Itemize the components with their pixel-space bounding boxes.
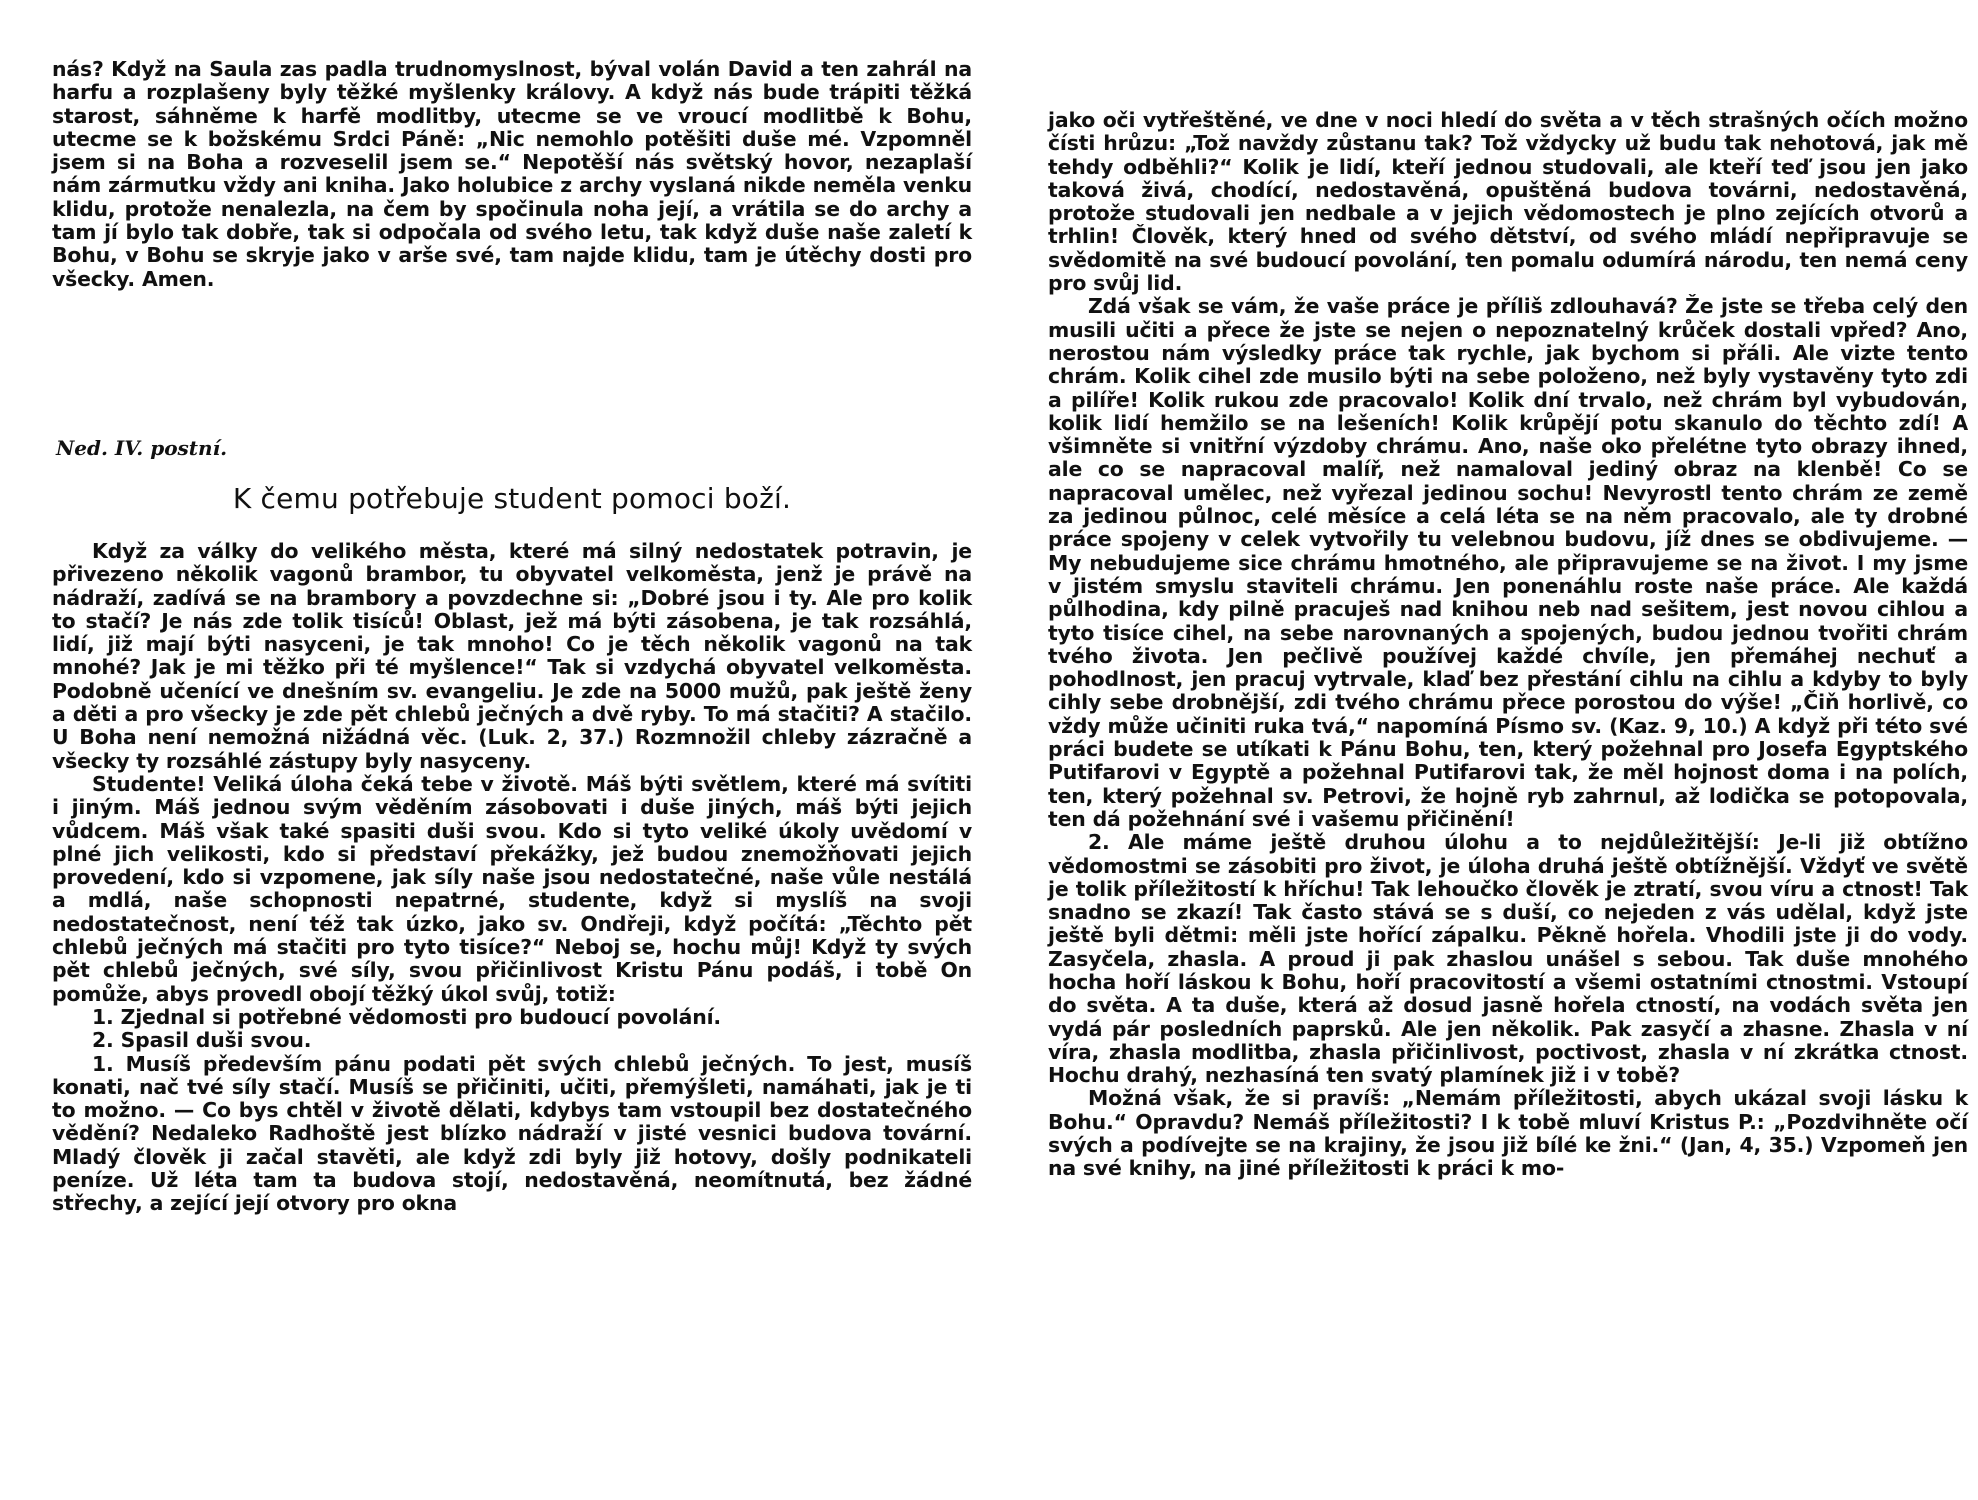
right-paragraph-2: Zdá však se vám, že vaše práce je příliš zdlouhavá? Že jste se třeba celý den musili učiti a přece že jste se nejen o nepoznatelný krůček dostali vpřed? Ano, nerostou nám výsledky práce tak rychle, jak bychom si přáli. Ale vizte tento chrám. Kolik cihel zde musilo býti na sebe položeno, než byly vystavěny tyto zdi a pilíře! Kolik rukou zde pracovalo! Kolik dní trvalo, než chrám byl vybudován, kolik lidí hemžilo se na lešeních! Kolik krůpějí potu skanulo do těchto zdí! A všimněte si vnitřní výzdoby chrámu. Ano, naše oko přelétne tyto obrazy ihned, ale co se napracoval malíř, než namaloval jediný obraz na klenbě! Co se napracoval umělec, než vyřezal jedinou sochu! Nevyrostl tento chrám ze země za jedinou půlnoc, celé měsíce a celá léta se na něm pracovalo, ale ty drobné práce spojeny v celek vytvořily tu velebnou budovu, jíž dnes se obdivujeme. — My nebudujeme sice chrámu hmotného, ale připravujeme se na život. I my jsme v jistém smyslu staviteli chrámu. Jen ponenáhlu roste naše práce. Ale každá půlhodina, kdy pilně pracuješ nad knihou neb nad sešitem, jest novou cihlou a tyto tisíce cihel, na sebe narovnaných a spojených, budou jednou tvořiti chrám tvého života. Jen pečlivě používej každé chvíle, jen přemáhej nechuť a pohodlnost, jen pracuj vytrvale, klaď bez přestání cihlu na cihlu a kdyby to byly cihly sebe drobnější, zdi tvého chrámu přece porostou do výše! „Čiň horlivě, co vždy může učiniti ruka tvá,“ napomíná Písmo sv. (Kaz. 9, 10.) A když při této své práci budete se utíkati k Pánu Bohu, ten, který požehnal pro Josefa Egyptského Putifarovi v Egyptě a požehnal Putifarovi tak, že měl hojnost doma i na polích, ten, který požehnal sv. Petrovi, že hojně ryb zahrnul, až lodička se potopovala, ten dá požehnání své i vašemu přičinění!	[1048, 294, 1968, 831]
list-item-2: 2. Spasil duši svou.	[92, 1028, 312, 1053]
left-paragraph-2: Studente! Veliká úloha čeká tebe v životě. Máš býti světlem, které má svítiti i jiným. Máš jednou svým věděním zásobovati i duše jiných, máš býti jejich vůdcem. Máš však také spasiti duši svou. Kdo si tyto veliké úkoly uvědomí v plné jich velikosti, kdo si představí překážky, jež budou znemožňovati jejich provedení, kdo si vzpomene, jak síly naše jsou nedostatečné, naše vůle nestálá a mdlá, naše schopnosti nepatrné, studente, když si myslíš na svoji nedostatečnost, není též tak úzko, jako sv. Ondřeji, když počítá: „Těchto pět chlebů ječných má stačiti pro tyto tisíce?“ Neboj se, hochu můj! Když ty svých pět chlebů ječných, své síly, svou přičinlivost Kristu Pánu podáš, i tobě On pomůže, abys provedl obojí těžký úkol svůj, totiž:	[52, 771, 972, 1006]
section-label: Ned. IV. postní.	[56, 436, 228, 460]
left-top-paragraph: nás? Když na Saula zas padla trudnomyslnost, býval volán David a ten zahrál na harfu a rozplašeny byly těžké myšlenky královy. A když nás bude trápiti těžká starost, sáhněme k harfě modlitby, utecme se ve vroucí modlitbě k Bohu, utecme se k božskému Srdci Páně: „Nic nemohlo potěšiti duše mé. Vzpomněl jsem si na Boha a rozveselil jsem se.“ Nepotěší nás světský hovor, nezaplaší nám zármutku vždy ani kniha. Jako holubice z archy vyslaná nikde neměla venku klidu, protože nenalezla, na čem by spočinula noha její, a vrátila se do archy a tam jí bylo tak dobře, tak si odpočala od svého letu, tak když duše naše zaletí k Bohu, v Bohu se skryje jako v arše své, tam najde klidu, tam je útěchy dosti pro všecky. Amen.	[52, 57, 972, 291]
left-top-text-block	[52, 58, 972, 291]
right-body-text-block	[1048, 109, 1968, 1181]
section-title: K čemu potřebuje student pomoci boží.	[232, 482, 792, 515]
left-paragraph-1: Když za války do velikého města, které má silný nedostatek potravin, je přivezeno několik vagonů brambor, tu obyvatel velkoměsta, jenž je právě na nádraží, zadívá se na brambory a povzdechne si: „Dobré jsou i ty. Ale pro kolik to stačí? Je nás zde tolik tisíců! Oblast, jež má býti zásobena, je tak rozsáhlá, lidí, již mají býti nasyceni, je tak mnoho! Co je těch několik vagonů na tak mnohé? Jak je mi těžko při té myšlence!“ Tak si vzdychá obyvatel velkoměsta. Podobně učenící ve dnešním sv. evangeliu. Je zde na 5000 mužů, pak ještě ženy a děti a pro všecky je zde pět chlebů ječných a dvě ryby. To má stačiti? A stačilo. U Boha není nemožná nižádná věc. (Luk. 2, 37.) Rozmnožil chleby zázračně a všecky ty rozsáhlé zástupy byly nasyceny.	[52, 539, 972, 773]
right-paragraph-1: jako oči vytřeštěné, ve dne v noci hledí do světa a v těch strašných očích možno čísti hrůzu: „Tož navždy zůstanu tak? Tož vždycky už budu tak nehotová, jak mě tehdy odběhli?“ Kolik je lidí, kteří jednou studovali, ale kteří teď jsou jen jako taková živá, chodící, nedostavěná, opuštěná budova továrni, nedostavěná, protože studovali jen nedbale a v jejich vědomostech je plno zejících otvorů a trhlin! Člověk, který hned od svého dětství, od svého mládí nepřipravuje se svědomitě na své budoucí povolání, ten pomalu odumírá národu, ten nemá ceny pro svůj lid.	[1048, 108, 1968, 296]
right-paragraph-4: Možná však, že si pravíš: „Nemám příležitosti, abych ukázal svoji lásku k Bohu.“ Opravdu? Nemáš příležitosti? I k tobě mluví Kristus P.: „Pozdvihněte očí svých a podívejte se na krajiny, že jsou již bílé ke žni.“ (Jan, 4, 35.) Vzpomeň jen na své knihy, na jiné příležitosti k práci k mo-	[1048, 1086, 1968, 1181]
left-body-text-block	[52, 540, 972, 1216]
right-paragraph-3: 2. Ale máme ještě druhou úlohu a to nejdůležitější: Je-li již obtížno vědomostmi se zásobiti pro život, je úloha druhá ještě obtížnější. Vždyť ve světě je tolik příležitostí k hříchu! Tak lehoučko člověk je ztratí, svou víru a ctnost! Tak snadno se zkazí! Tak často stává se s duší, co nejeden z vás udělal, když jste ještě byli dětmi: měli jste hořící zápalku. Pěkně hořela. Vhodili jste ji do vody. Zasyčela, zhasla. A proud ji pak zhaslou unášel s sebou. Tak duše mnohého hocha hoří láskou k Bohu, hoří pracovitostí a všemi ostatními ctnostmi. Vstoupí do světa. A ta duše, která až dosud jasně hořela ctností, na vodách světa jen vydá pár posledních paprsků. Ale jen několik. Pak zasyčí a zhasne. Zhasla v ní víra, zhasla modlitba, zhasla přičinlivost, poctivost, zhasla v ní zkrátka ctnost. Hochu drahý, nezhasíná ten svatý plamínek již i v tobě?	[1048, 830, 1968, 1088]
list-item-1: 1. Zjednal si potřebné vědomosti pro budoucí povolání.	[92, 1004, 722, 1029]
left-closing-paragraph: 1. Musíš především pánu podati pět svých chlebů ječných. To jest, musíš konati, nač tvé síly stačí. Musíš se přičiniti, učiti, přemýšleti, namáhati, jak je ti to možno. — Co bys chtěl v životě dělati, kdybys tam vstoupil bez dostatečného vědění? Nedaleko Radhoště jest blízko nádraží v jisté vesnici budova tovární. Mladý člověk ji začal stavěti, ale když zdi byly již hotovy, došly podnikateli peníze. Už léta tam ta budova stojí, nedostavěná, neomítnutá, bez žádné střechy, a zející její otvory pro okna	[52, 1051, 972, 1216]
